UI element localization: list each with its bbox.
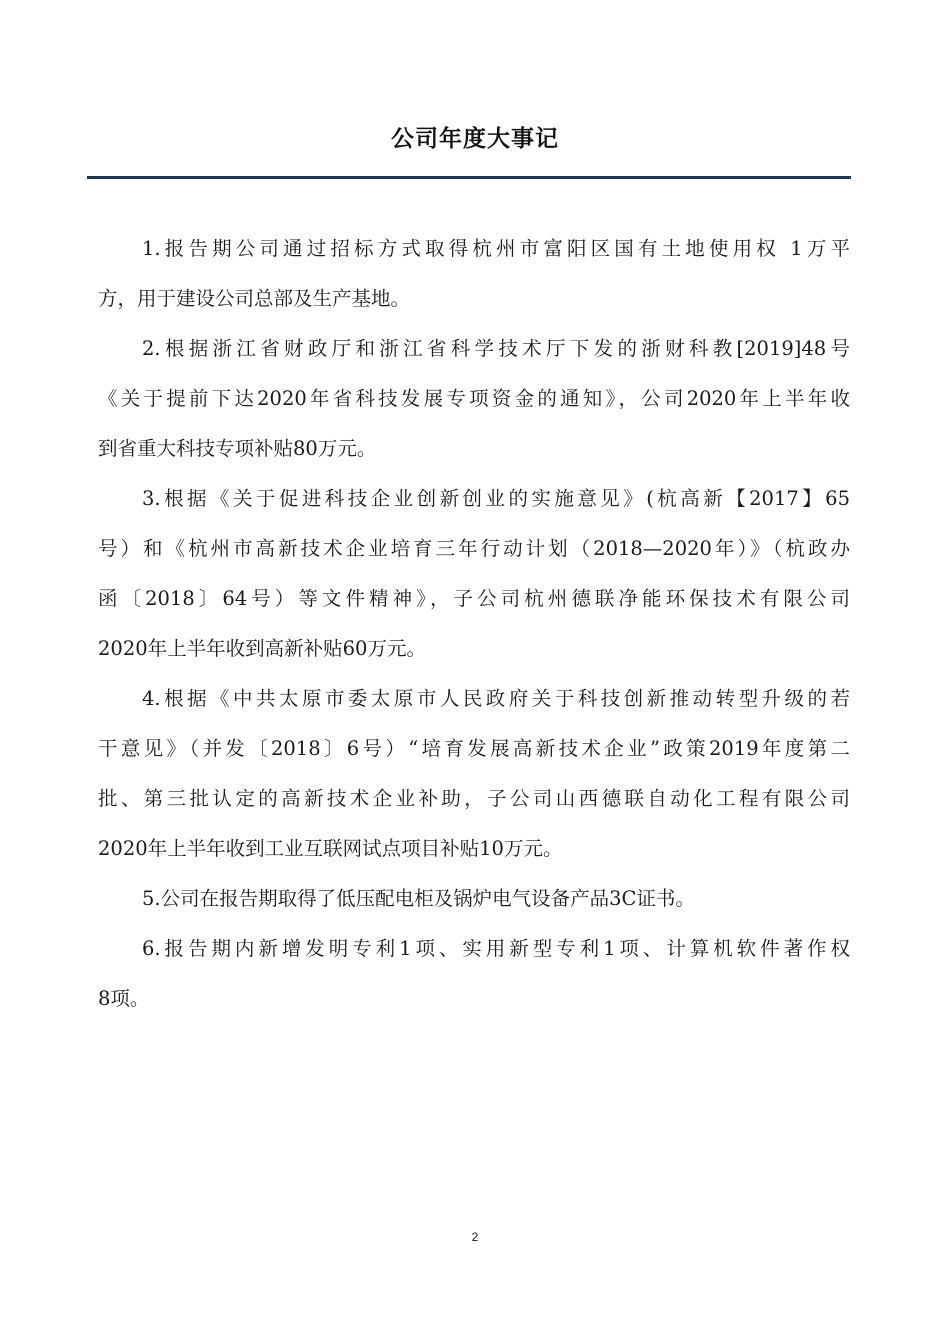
paragraph-5-line-1: 5.公司在报告期取得了低压配电柜及锅炉电气设备产品3C证书。 [142,887,695,910]
paragraph-1-line-2: 方，用于建设公司总部及生产基地。 [98,287,411,310]
paragraph-4-line-4: 2020年上半年收到工业互联网试点项目补贴10万元。 [98,837,563,860]
page-number: 2 [471,1230,479,1244]
paragraph-3-line-2: 号）和《杭州市高新技术企业培育三年行动计划（2018—2020年）》（杭政办 [98,537,850,560]
paragraph-3-line-3: 函〔2018〕64号）等文件精神》，子公司杭州德联净能环保技术有限公司 [98,587,850,610]
paragraph-6-line-1: 6.报告期内新增发明专利1项、实用新型专利1项、计算机软件著作权 [142,937,850,960]
paragraph-3-line-4: 2020年上半年收到高新补贴60万元。 [98,637,426,660]
paragraph-4-line-2: 干意见》（并发〔2018〕6号）“培育发展高新技术企业”政策2019年度第二 [98,737,850,760]
paragraph-4-line-1: 4.根据《中共太原市委太原市人民政府关于科技创新推动转型升级的若 [142,687,850,710]
paragraph-2-line-1: 2.根据浙江省财政厅和浙江省科学技术厅下发的浙财科教[2019]48号 [142,337,850,360]
paragraph-2-line-3: 到省重大科技专项补贴80万元。 [98,437,377,460]
paragraph-3-line-1: 3.根据《关于促进科技企业创新创业的实施意见》(杭高新【2017】65 [142,487,850,510]
paragraph-2-line-2: 《关于提前下达2020年省科技发展专项资金的通知》，公司2020年上半年收 [98,387,850,410]
page-title: 公司年度大事记 [391,126,559,152]
document-body [98,224,850,1024]
paragraph-6-line-2: 8项。 [98,987,150,1010]
paragraph-4-line-3: 批、第三批认定的高新技术企业补助，子公司山西德联自动化工程有限公司 [98,787,850,810]
paragraph-1-line-1: 1.报告期公司通过招标方式取得杭州市富阳区国有土地使用权 1万平 [142,237,850,260]
title-divider [87,176,851,179]
